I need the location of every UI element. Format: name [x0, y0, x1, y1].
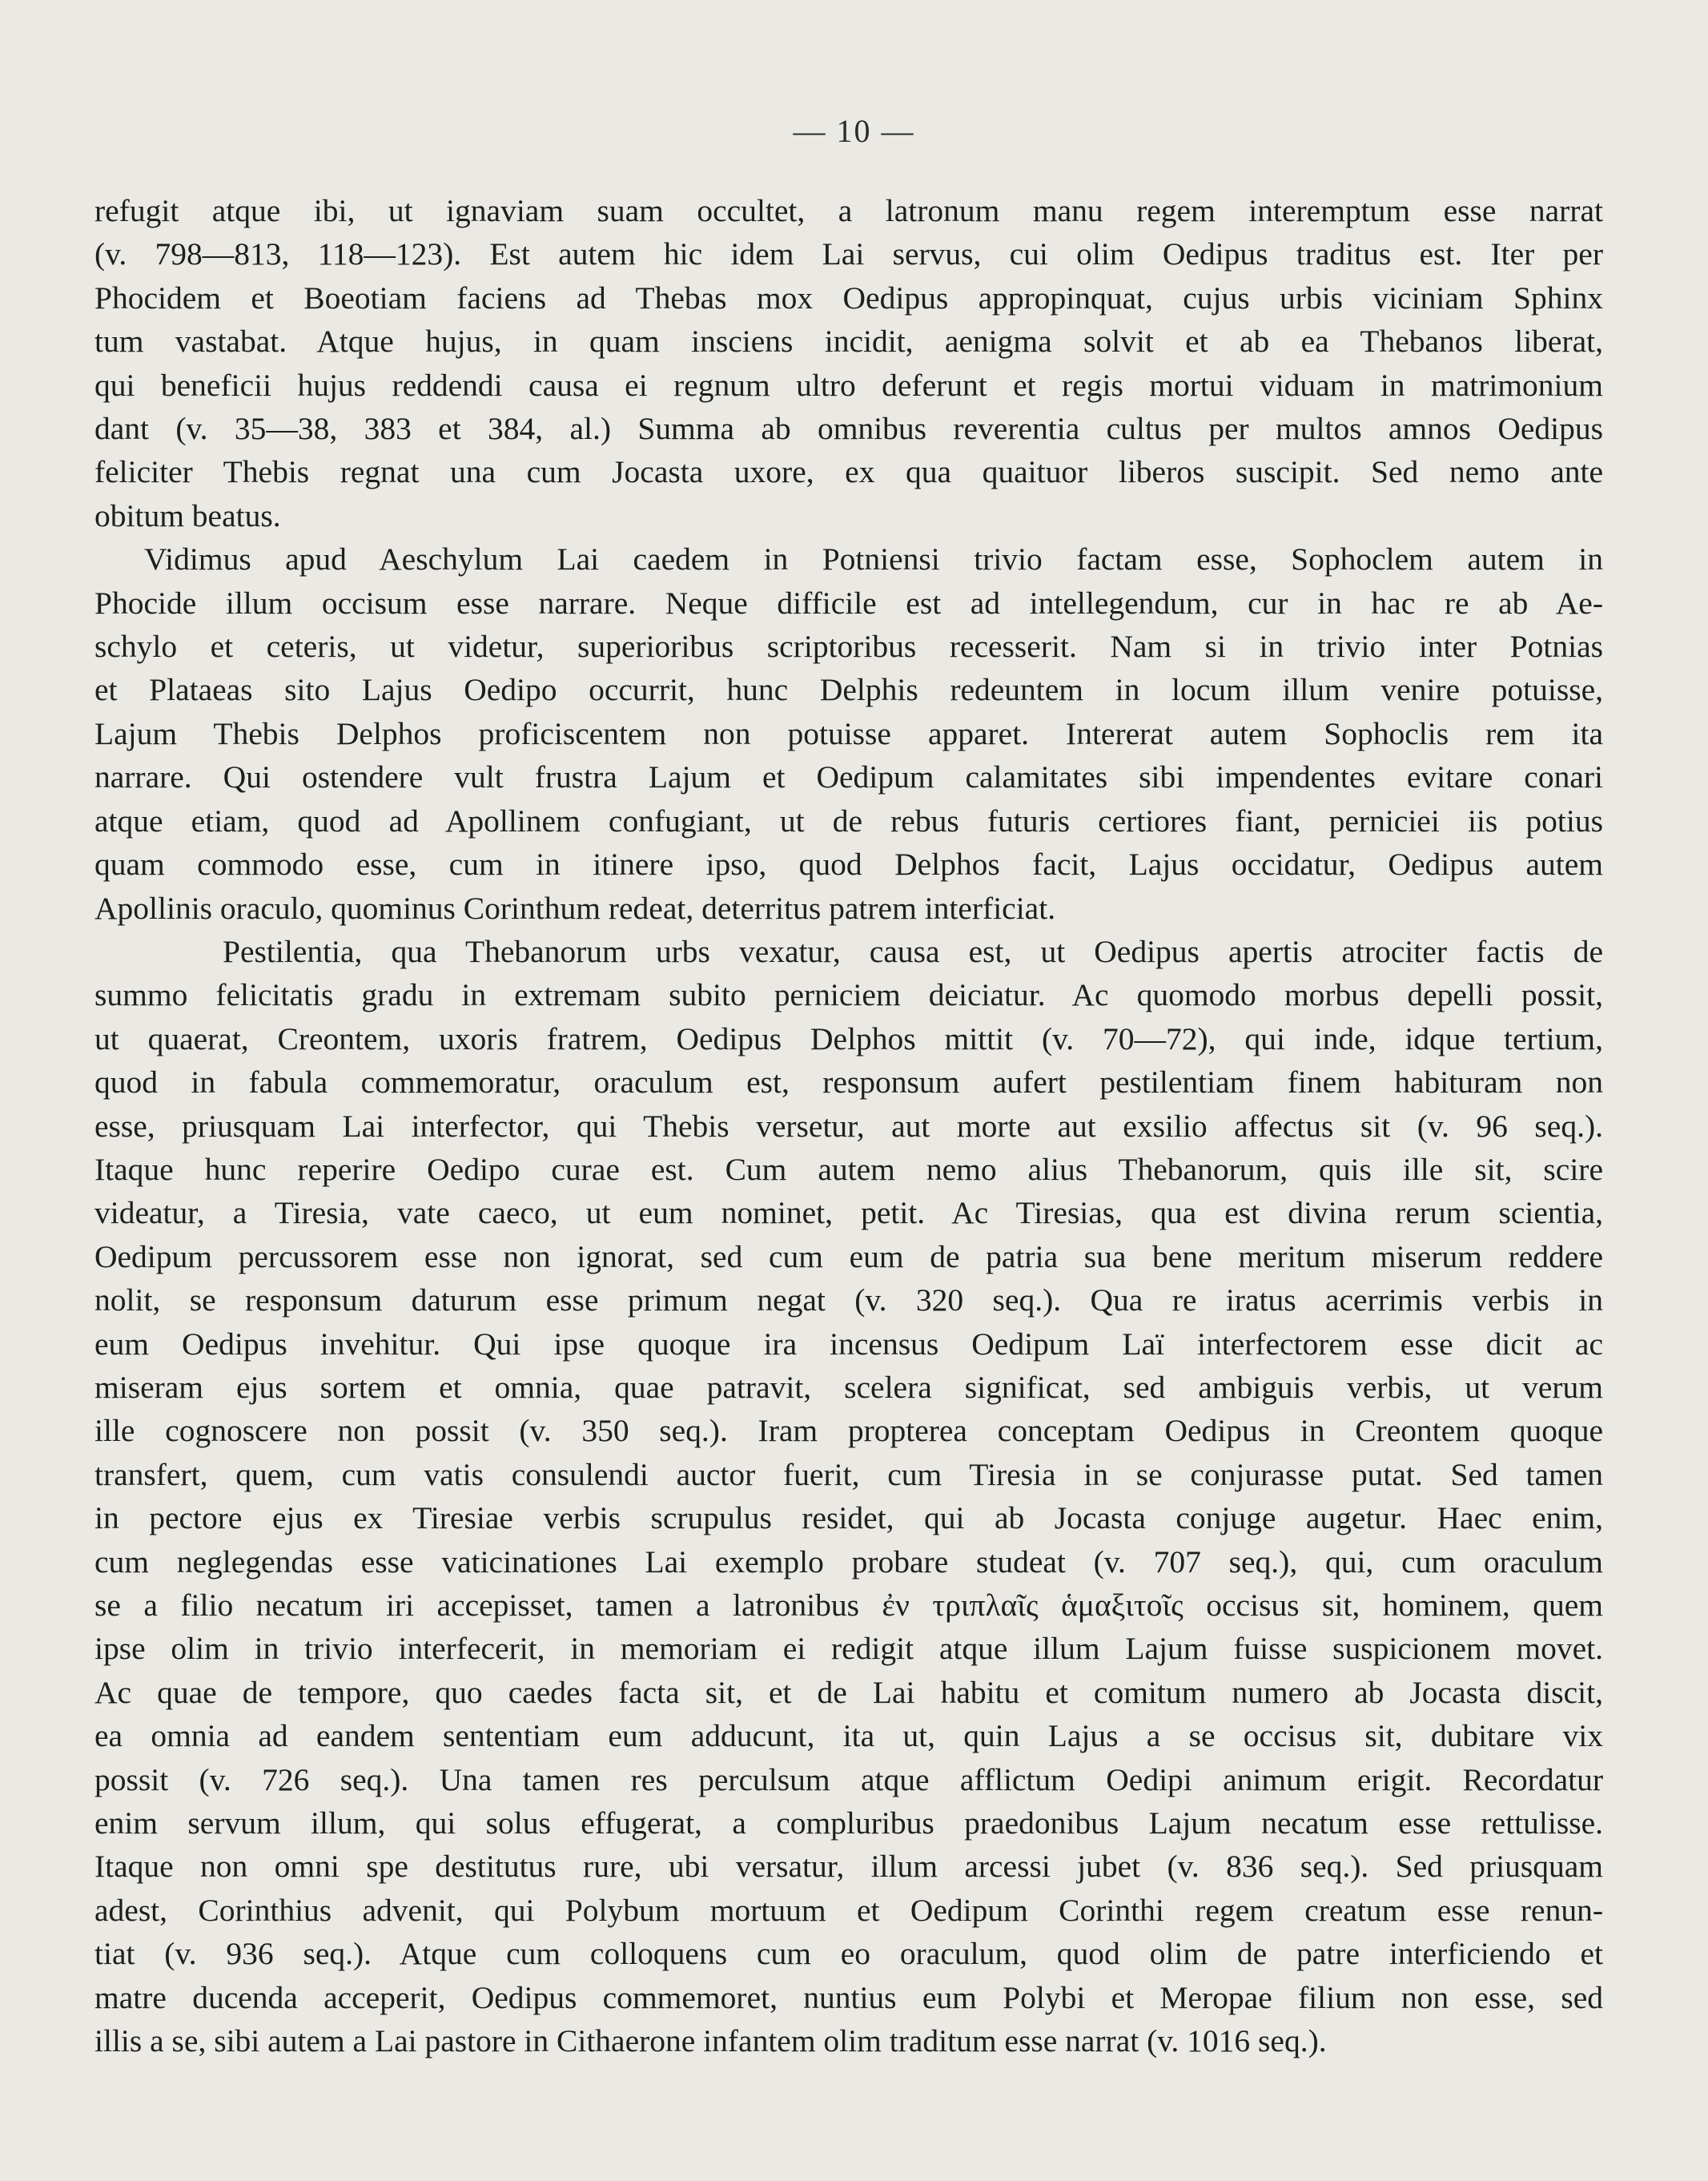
text-line: Ac quae de tempore, quo caedes facta sit, et de Lai habitu et comitum numero ab Jocasta discit,	[94, 1674, 1603, 1710]
text-line: in pectore ejus ex Tiresiae verbis scrupulus residet, qui ab Jocasta conjuge augetur. Haec enim,	[94, 1500, 1603, 1536]
text-line: ut quaerat, Creontem, uxoris fratrem, Oedipus Delphos mittit (v. 70—72), qui inde, idque tertium,	[94, 1020, 1603, 1056]
text-line: cum neglegendas esse vaticinationes Lai exemplo probare studeat (v. 707 seq.), qui, cum oraculum	[94, 1543, 1603, 1579]
text-line: matre ducenda acceperit, Oedipus commemoret, nuntius eum Polybi et Meropae filium non esse, sed	[94, 1979, 1603, 2015]
paragraph	[94, 537, 1603, 930]
text-line: esse, priusquam Lai interfector, qui Thebis versetur, aut morte aut exsilio affectus sit (v. 96 seq.).	[94, 1108, 1603, 1144]
text-line: et Plataeas sito Lajus Oedipo occurrit, hunc Delphis redeuntem in locum illum venire potuisse,	[94, 672, 1603, 708]
text-line: Lajum Thebis Delphos proficiscentem non potuisse apparet. Intererat autem Sophoclis rem ita	[94, 715, 1603, 751]
text-line: quod in fabula commemoratur, oraculum est, responsum aufert pestilentiam finem habituram non	[94, 1064, 1603, 1101]
text-line: narrare. Qui ostendere vult frustra Lajum et Oedipum calamitates sibi impendentes evitare conari	[94, 759, 1603, 795]
text-line: adest, Corinthius advenit, qui Polybum mortuum et Oedipum Corinthi regem creatum esse renun-	[94, 1892, 1603, 1928]
text-line: refugit atque ibi, ut ignaviam suam occultet, a latronum manu regem interemptum esse narrat	[94, 193, 1603, 228]
text-line: miseram ejus sortem et omnia, quae patravit, scelera significat, sed ambiguis verbis, ut verum	[94, 1369, 1603, 1405]
text-line: atque etiam, quod ad Apollinem confugiant, ut de rebus futuris certiores fiant, perniciei iis potius	[94, 803, 1603, 839]
text-line: (v. 798—813, 118—123). Est autem hic idem Lai servus, cui olim Oedipus traditus est. Iter per	[94, 236, 1603, 272]
paragraph	[94, 930, 1603, 2063]
text-line: nolit, se responsum daturum esse primum negat (v. 320 seq.). Qua re iratus acerrimis verbis in	[94, 1282, 1603, 1318]
text-line: se a filio necatum iri accepisset, tamen a latronibus ἐν τριπλαῖς ἁμαξιτοῖς occisus sit, hominem, quem	[94, 1587, 1603, 1623]
text-line: tum vastabat. Atque hujus, in quam insciens incidit, aenigma solvit et ab ea Thebanos liberat,	[94, 324, 1603, 360]
text-line: qui beneficii hujus reddendi causa ei regnum ultro deferunt et regis mortui viduam in matrimonium	[94, 367, 1603, 403]
text-line: obitum beatus.	[94, 497, 281, 533]
text-line: Vidimus apud Aeschylum Lai caedem in Potniensi trivio factam esse, Sophoclem autem in	[144, 541, 1603, 577]
body-text	[94, 189, 1603, 2062]
text-line: ea omnia ad eandem sententiam eum adducunt, ita ut, quin Lajus a se occisus sit, dubitare vix	[94, 1718, 1603, 1754]
text-line: ille cognoscere non possit (v. 350 seq.). Iram propterea conceptam Oedipus in Creontem quoque	[94, 1413, 1603, 1449]
text-line: ipse olim in trivio interfecerit, in memoriam ei redigit atque illum Lajum fuisse suspicionem movet.	[94, 1631, 1603, 1667]
text-line: illis a se, sibi autem a Lai pastore in Cithaerone infantem olim traditum esse narrat (v. 1016 seq.).	[94, 2023, 1327, 2059]
text-line: dant (v. 35—38, 383 et 384, al.) Summa ab omnibus reverentia cultus per multos amnos Oedipus	[94, 411, 1603, 447]
text-line: schylo et ceteris, ut videtur, superioribus scriptoribus recesserit. Nam si in trivio inter Potnias	[94, 629, 1603, 665]
text-line: Itaque non omni spe destitutus rure, ubi versatur, illum arcessi jubet (v. 836 seq.). Sed priusquam	[94, 1849, 1603, 1885]
text-line: Phocidem et Boeotiam faciens ad Thebas mox Oedipus appropinquat, cujus urbis viciniam Sphinx	[94, 280, 1603, 316]
text-line: Pestilentia, qua Thebanorum urbs vexatur, causa est, ut Oedipus apertis atrociter factis de	[223, 933, 1603, 969]
text-line: tiat (v. 936 seq.). Atque cum colloquens cum eo oraculum, quod olim de patre interficiendo et	[94, 1936, 1603, 1972]
text-line: possit (v. 726 seq.). Una tamen res perculsum atque afflictum Oedipi animum erigit. Recordatur	[94, 1761, 1603, 1797]
text-line: summo felicitatis gradu in extremam subito perniciem deiciatur. Ac quomodo morbus depelli possit,	[94, 977, 1603, 1013]
text-line: Phocide illum occisum esse narrare. Neque difficile est ad intellegendum, cur in hac re ab Ae-	[94, 585, 1603, 621]
text-line: videatur, a Tiresia, vate caeco, ut eum nominet, petit. Ac Tiresias, qua est divina rerum scientia,	[94, 1195, 1603, 1231]
text-line: Oedipum percussorem esse non ignorat, sed cum eum de patria sua bene meritum miserum reddere	[94, 1238, 1603, 1274]
paragraph	[94, 189, 1603, 537]
text-line: Itaque hunc reperire Oedipo curae est. Cum autem nemo alius Thebanorum, quis ille sit, scire	[94, 1151, 1603, 1187]
text-line: transfert, quem, cum vatis consulendi auctor fuerit, cum Tiresia in se conjurasse putat. Sed tamen	[94, 1456, 1603, 1492]
text-line: enim servum illum, qui solus effugerat, a compluribus praedonibus Lajum necatum esse rettulisse.	[94, 1805, 1603, 1841]
page-number: — 10 —	[793, 113, 915, 149]
text-line: feliciter Thebis regnat una cum Jocasta uxore, ex qua quaituor liberos suscipit. Sed nemo ante	[94, 454, 1603, 490]
text-line: quam commodo esse, cum in itinere ipso, quod Delphos facit, Lajus occidatur, Oedipus autem	[94, 847, 1603, 883]
text-line: eum Oedipus invehitur. Qui ipse quoque ira incensus Oedipum Laï interfectorem esse dicit ac	[94, 1326, 1603, 1362]
text-line: Apollinis oraculo, quominus Corinthum redeat, deterritus patrem interficiat.	[94, 890, 1056, 926]
